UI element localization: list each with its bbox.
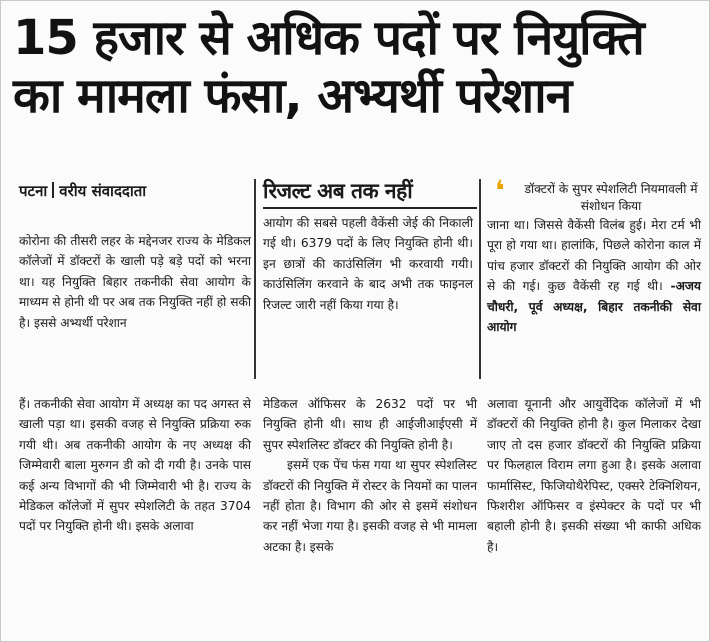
column-divider-2 xyxy=(479,179,481,379)
quote-mark-icon: ❛ xyxy=(495,174,505,207)
sidebar-box xyxy=(263,213,473,315)
headline-line-1: 15 हजार से अधिक पदों पर नियुक्ति xyxy=(13,10,644,66)
quote-paragraph xyxy=(487,215,701,337)
body-column-3-bottom xyxy=(487,394,701,557)
body-column-1-top xyxy=(19,231,251,333)
quote-text: जाना था। जिससे वैकेंसी विलंब हुई। मेरा टर्म भी पूरा हो गया था। हालांकि, पिछले कोरोना काल में पांच हजार डॉक्टरों की नियुक्ति आयोग की ओर से की गई। कुछ वैकेंसी रह गई थी। xyxy=(487,218,701,294)
sidebar-title: रिजल्ट अब तक नहीं xyxy=(263,177,477,209)
quote-intro: डॉक्टरों के सुपर स्पेशलिटी नियमावली में संशोधन किया xyxy=(524,182,698,213)
body-paragraph: अलावा यूनानी और आयुर्वेदिक कॉलेजों में भी डॉक्टरों की नियुक्ति होनी है। कुल मिलाकर देखा जाए तो दस हजार डॉक्टरों की नियुक्ति प्रक्रिया पर फिलहाल विराम लगा हुआ है। इसके अलावा फार्मासिस्ट, फिजियोथैरेपिस्ट, एक्सरे टेक्निशियन, फिशरीश ऑफिसर व इंस्पेक्टर के पदों पर भी बहाली होनी है। इसकी संख्या भी काफी अधिक है। xyxy=(487,397,701,554)
byline-reporter: वरीय संवाददाता xyxy=(59,182,147,200)
quote-attribution: -अजय चौधरी, पूर्व अध्यक्ष, बिहार तकनीकी सेवा आयोग xyxy=(487,279,701,335)
body-paragraph: इसमें एक पेंच फंस गया था सुपर स्पेशलिस्ट डॉक्टरों की नियुक्ति में रोस्टर के नियमों का पालन नहीं होता है। विभाग की ओर से इसमें संशोधन कर नहीं भेजा गया है। इसकी वजह से भी मामला अटका है। इसके xyxy=(263,458,477,554)
body-paragraph: मेडिकल ऑफिसर के 2632 पदों पर भी नियुक्ति होनी थी। साथ ही आईजीआईएसी में सुपर स्पेशलिस्ट डॉक्टर की नियुक्ति होनी है। xyxy=(263,397,477,452)
byline-city: पटना xyxy=(19,182,48,200)
headline xyxy=(13,9,699,125)
body-column-2-bottom xyxy=(263,394,477,557)
headline-line-2: का मामला फंसा, अभ्यर्थी परेशान xyxy=(13,68,572,124)
byline xyxy=(19,181,146,201)
column-divider-1 xyxy=(254,179,256,379)
body-column-1-bottom xyxy=(19,394,251,537)
sidebar-text: आयोग की सबसे पहली वैकेंसी जेई की निकाली गई थी। 6379 पदों के लिए नियुक्ति होनी थी। इन छात्रों की काउंसिलिंग भी करवायी गयी। काउंसिलिंग करवाने के बाद अभी तक फाइनल रिजल्ट जारी नहीं किया गया है। xyxy=(263,216,473,312)
byline-separator xyxy=(52,182,54,198)
quote-box xyxy=(487,215,701,337)
body-paragraph: हैं। तकनीकी सेवा आयोग में अध्यक्ष का पद अगस्त से खाली पड़ा था। इसकी वजह से नियुक्ति प्रक्रिया रुक गयी थी। अब तकनीकी आयोग के नए अध्यक्ष की जिम्मेवारी बाला मुरुगन डी को दी गयी है। उनके पास कई अन्य विभागों की भी जिम्मेवारी भी है। राज्य के मेडिकल कॉलेजों में सुपर स्पेशलिटी के तहत 3704 पदों पर नियुक्ति होनी थी। इसके अलावा xyxy=(19,397,251,534)
body-paragraph: कोरोना की तीसरी लहर के मद्देनजर राज्य के मेडिकल कॉलेजों में डॉक्टरों के खाली पड़े बड़े पदों को भरना था। यह नियुक्ति बिहार तकनीकी सेवा आयोग के माध्यम से होनी थी पर अब तक नियुक्ति नहीं हो सकी है। इससे अभ्यर्थी परेशान xyxy=(19,234,251,330)
